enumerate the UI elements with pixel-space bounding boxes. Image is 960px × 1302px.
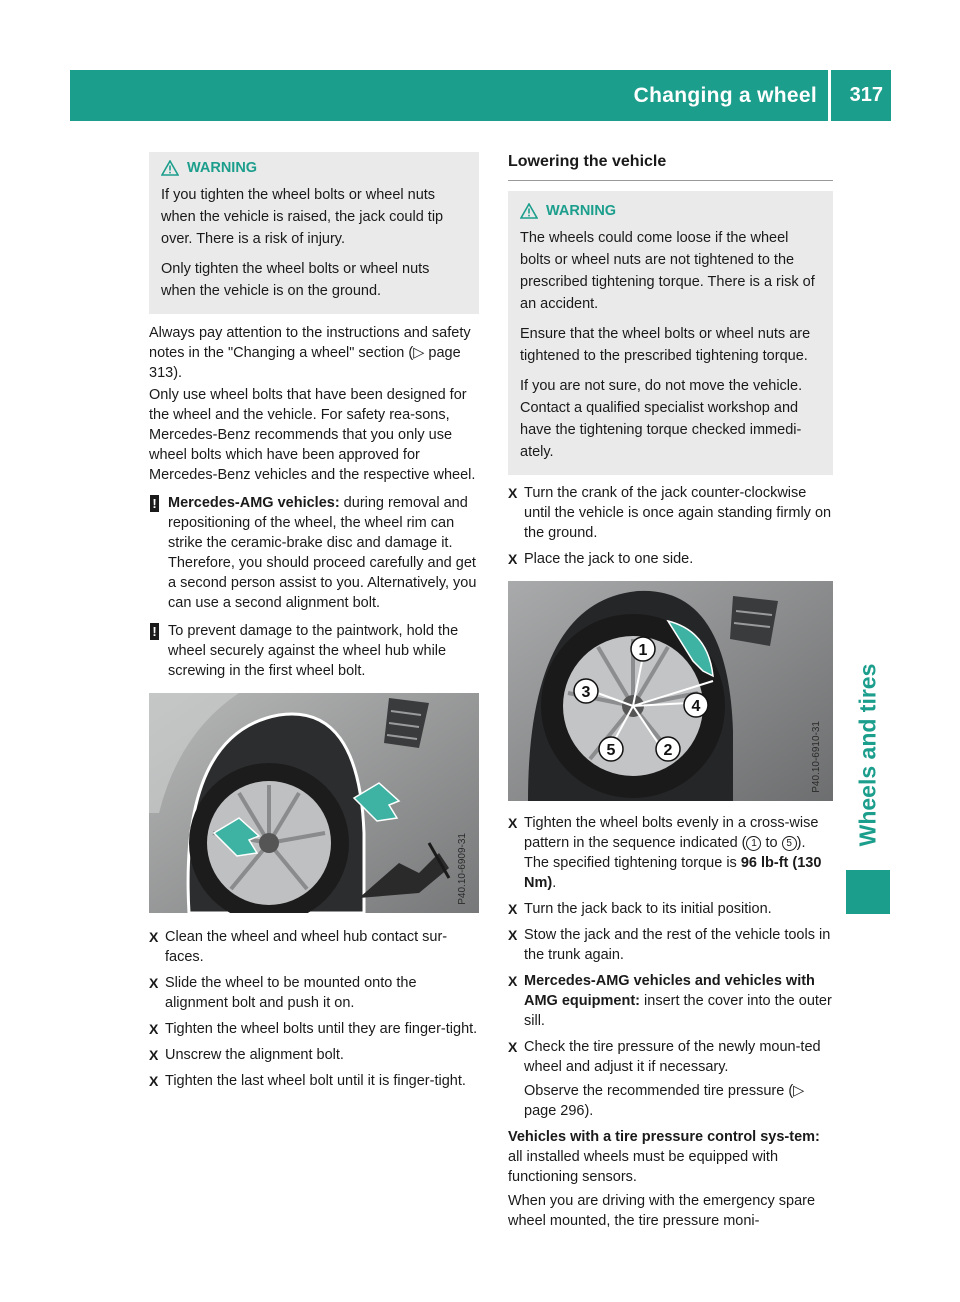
warning-triangle-icon: [161, 160, 179, 176]
figure-code: P40.10-6910-31: [811, 721, 822, 793]
step-item: X Slide the wheel to be mounted onto the alignment bolt and push it on.: [149, 975, 417, 1011]
page-reference-link[interactable]: page 313).: [149, 345, 461, 381]
step-item: X Stow the jack and the rest of the vehicle tools in the trunk again.: [508, 927, 831, 963]
warning-text: If you are not sure, do not move the vehicle. Contact a qualified specialist workshop and have the tightening torque checked immedi-ately.: [520, 378, 803, 460]
callout-3-label: 3: [581, 684, 591, 701]
step-list: [508, 813, 833, 1121]
step-marker-icon: X: [149, 1073, 159, 1089]
header-divider: [828, 70, 831, 121]
body-text: Always pay attention to the instructions and safety notes in the "Changing a wheel" section (: [149, 325, 471, 361]
step-marker-icon: X: [149, 975, 159, 991]
circled-number: 5: [782, 836, 797, 851]
note-item: [149, 493, 479, 613]
warning-text: The wheels could come loose if the wheel bolts or wheel nuts are not tightened to the prescribed tightening torque. There is a risk of an accident.: [520, 230, 815, 312]
warning-heading-text: WARNING: [546, 203, 617, 219]
step-item: X Tighten the last wheel bolt until it is finger-tight.: [149, 1073, 466, 1089]
right-column: [508, 152, 833, 1231]
step-marker-icon: X: [149, 1021, 159, 1037]
step-item: X Place the jack to one side.: [508, 551, 694, 567]
warning-text: Ensure that the wheel bolts or wheel nuts are tightened to the prescribed tightening torque.: [520, 326, 811, 364]
step-marker-icon: X: [149, 1047, 159, 1063]
step-marker-icon: X: [508, 815, 518, 831]
figure-code: P40.10-6909-31: [457, 833, 468, 905]
warning-heading-text: WARNING: [187, 160, 258, 176]
bolt-sequence-diagram: [508, 581, 833, 801]
callout-5-label: 5: [606, 742, 616, 759]
step-list: [149, 927, 479, 1091]
left-column: [149, 152, 479, 1091]
step-marker-icon: X: [508, 973, 518, 989]
page-reference-link[interactable]: page 296).: [524, 1103, 594, 1119]
wheel-mount-illustration: [149, 693, 479, 913]
step-marker-icon: X: [508, 551, 518, 567]
step-item: X Mercedes-AMG vehicles and vehicles with AMG equipment: insert the cover into the outer sill.: [508, 973, 832, 1029]
step-marker-icon: X: [508, 485, 518, 501]
warning-box: [149, 152, 479, 314]
note-text: during removal and repositioning of the wheel, the wheel rim can strike the ceramic-brake disc and damage it. Therefore, you should proceed carefully and get a second person assist to you. Alternatively, you can use a second alignment bolt.: [168, 495, 477, 611]
circled-number: 1: [746, 836, 761, 851]
chapter-tab-marker: [846, 870, 890, 914]
page-ref-arrow-icon: ▷: [413, 345, 425, 361]
body-paragraph: Only use wheel bolts that have been designed for the wheel and the vehicle. For safety rea-sons, Mercedes-Benz recommends that you only use wheel bolts which have been approved for Mercedes-Benz vehicles and the respective wheel.: [149, 387, 476, 483]
note-text: To prevent damage to the paintwork, hold the wheel securely against the wheel hub while screwing in the first wheel bolt.: [168, 623, 459, 679]
body-paragraph: Vehicles with a tire pressure control sys-tem: all installed wheels must be equipped with functioning sensors.: [508, 1129, 820, 1185]
note-item: [149, 621, 479, 681]
page-title: Changing a wheel: [633, 84, 817, 107]
header-bar: [70, 70, 891, 121]
warning-text: Only tighten the wheel bolts or wheel nuts when the vehicle is on the ground.: [161, 261, 430, 299]
jack-illustration: [149, 693, 479, 913]
exclamation-icon: !: [150, 623, 159, 640]
warning-heading: [520, 201, 821, 221]
warning-triangle-icon: [520, 203, 538, 219]
torque-value: 96 lb-ft (130 Nm): [524, 855, 822, 891]
step-item: X Turn the crank of the jack counter-clockwise until the vehicle is once again standing firmly on the ground.: [508, 485, 832, 541]
step-item: X Tighten the wheel bolts evenly in a cross-wise pattern in the sequence indicated ( 1 to 5 ). The specified tightening torque is 96 lb-ft (130 Nm).: [508, 815, 822, 891]
step-item: X Turn the jack back to its initial position.: [508, 901, 772, 917]
chapter-tab: [846, 640, 890, 870]
step-marker-icon: X: [149, 929, 159, 945]
step-item: X Check the tire pressure of the newly moun-ted wheel and adjust it if necessary.: [508, 1039, 821, 1075]
callout-1-label: 1: [638, 642, 648, 659]
step-item: X Unscrew the alignment bolt.: [149, 1047, 344, 1063]
step-item: X Clean the wheel and wheel hub contact sur-faces.: [149, 929, 448, 965]
callout-2-label: 2: [663, 742, 673, 759]
section-heading: Lowering the vehicle: [508, 152, 833, 181]
body-paragraph: When you are driving with the emergency spare wheel mounted, the tire pressure moni-: [508, 1193, 816, 1229]
callout-4-label: 4: [691, 698, 701, 715]
step-item: X Tighten the wheel bolts until they are finger-tight.: [149, 1021, 478, 1037]
bolt-sequence-illustration: [508, 581, 833, 801]
exclamation-icon: !: [150, 495, 159, 512]
warning-heading: [161, 158, 467, 178]
warning-box: [508, 191, 833, 475]
step-marker-icon: X: [508, 1039, 518, 1055]
step-marker-icon: X: [508, 927, 518, 943]
body-paragraph: [149, 323, 479, 383]
warning-text: If you tighten the wheel bolts or wheel nuts when the vehicle is raised, the jack could tip over. There is a risk of injury.: [161, 187, 444, 247]
page-ref-arrow-icon: ▷: [793, 1083, 805, 1099]
step-list: [508, 483, 833, 569]
step-marker-icon: X: [508, 901, 518, 917]
page-number: 317: [849, 84, 883, 106]
chapter-tab-label: Wheels and tires: [854, 663, 881, 847]
step-subtext: Observe the recommended tire pressure (▷ page 296).: [524, 1083, 805, 1119]
note-bold-text: Mercedes-AMG vehicles:: [168, 495, 340, 511]
